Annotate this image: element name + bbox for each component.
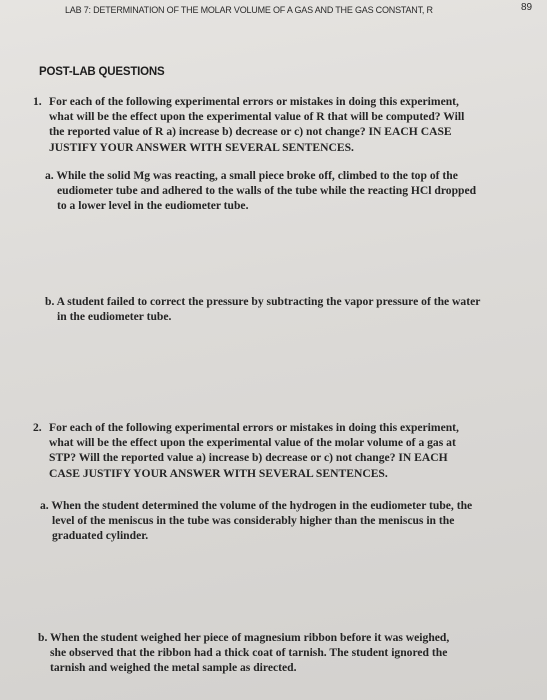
question-line: JUSTIFY YOUR ANSWER WITH SEVERAL SENTENCES. [49,140,354,154]
part-line: she observed that the ribbon had a thick coat of tarnish. The student ignored the [50,646,448,660]
part-line: b. When the student weighed her piece of magnesium ribbon before it was weighed, [38,631,450,644]
section-title: POST-LAB QUESTIONS [39,66,165,78]
part-line: in the eudiometer tube. [57,310,172,324]
page-number: 89 [521,2,533,13]
part-line: b. A student failed to correct the pressure by subtracting the vapor pressure of the water [45,295,481,308]
question-number: 2. [33,421,42,434]
part-line: tarnish and weighed the metal sample as directed. [50,661,297,675]
question-1b [45,294,515,324]
question-line: STP? Will the reported value a) increase b) decrease or c) not change? IN EACH [49,451,448,465]
part-line: eudiometer tube and adhered to the walls of the tube while the reacting HCl dropped [57,184,477,198]
question-number: 1. [33,95,42,108]
question-line: CASE JUSTIFY YOUR ANSWER WITH SEVERAL SENTENCES. [49,466,388,480]
part-line: to a lower level in the eudiometer tube. [57,199,249,213]
part-line: a. When the student determined the volume of the hydrogen in the eudiometer tube, the [40,499,473,512]
question-line: what will be the effect upon the experimental value of the molar volume of a gas at [49,436,456,450]
page-header: LAB 7: DETERMINATION OF THE MOLAR VOLUME OF A GAS AND THE GAS CONSTANT, R [65,5,433,15]
question-line: the reported value of R a) increase b) decrease or c) not change? IN EACH CASE [49,125,452,139]
question-2a [40,498,520,544]
part-line: a. While the solid Mg was reacting, a small piece broke off, climbed to the top of the [45,169,458,182]
part-line: graduated cylinder. [52,529,149,543]
question-line: For each of the following experimental errors or mistakes in doing this experiment, [49,95,459,108]
question-line: what will be the effect upon the experimental value of R that will be computed? Will [49,110,465,124]
part-line: level of the meniscus in the tube was considerably higher than the meniscus in the [52,514,455,528]
question-line: For each of the following experimental errors or mistakes in doing this experiment, [49,421,459,434]
question-1a [45,168,515,214]
question-2b [38,630,518,676]
